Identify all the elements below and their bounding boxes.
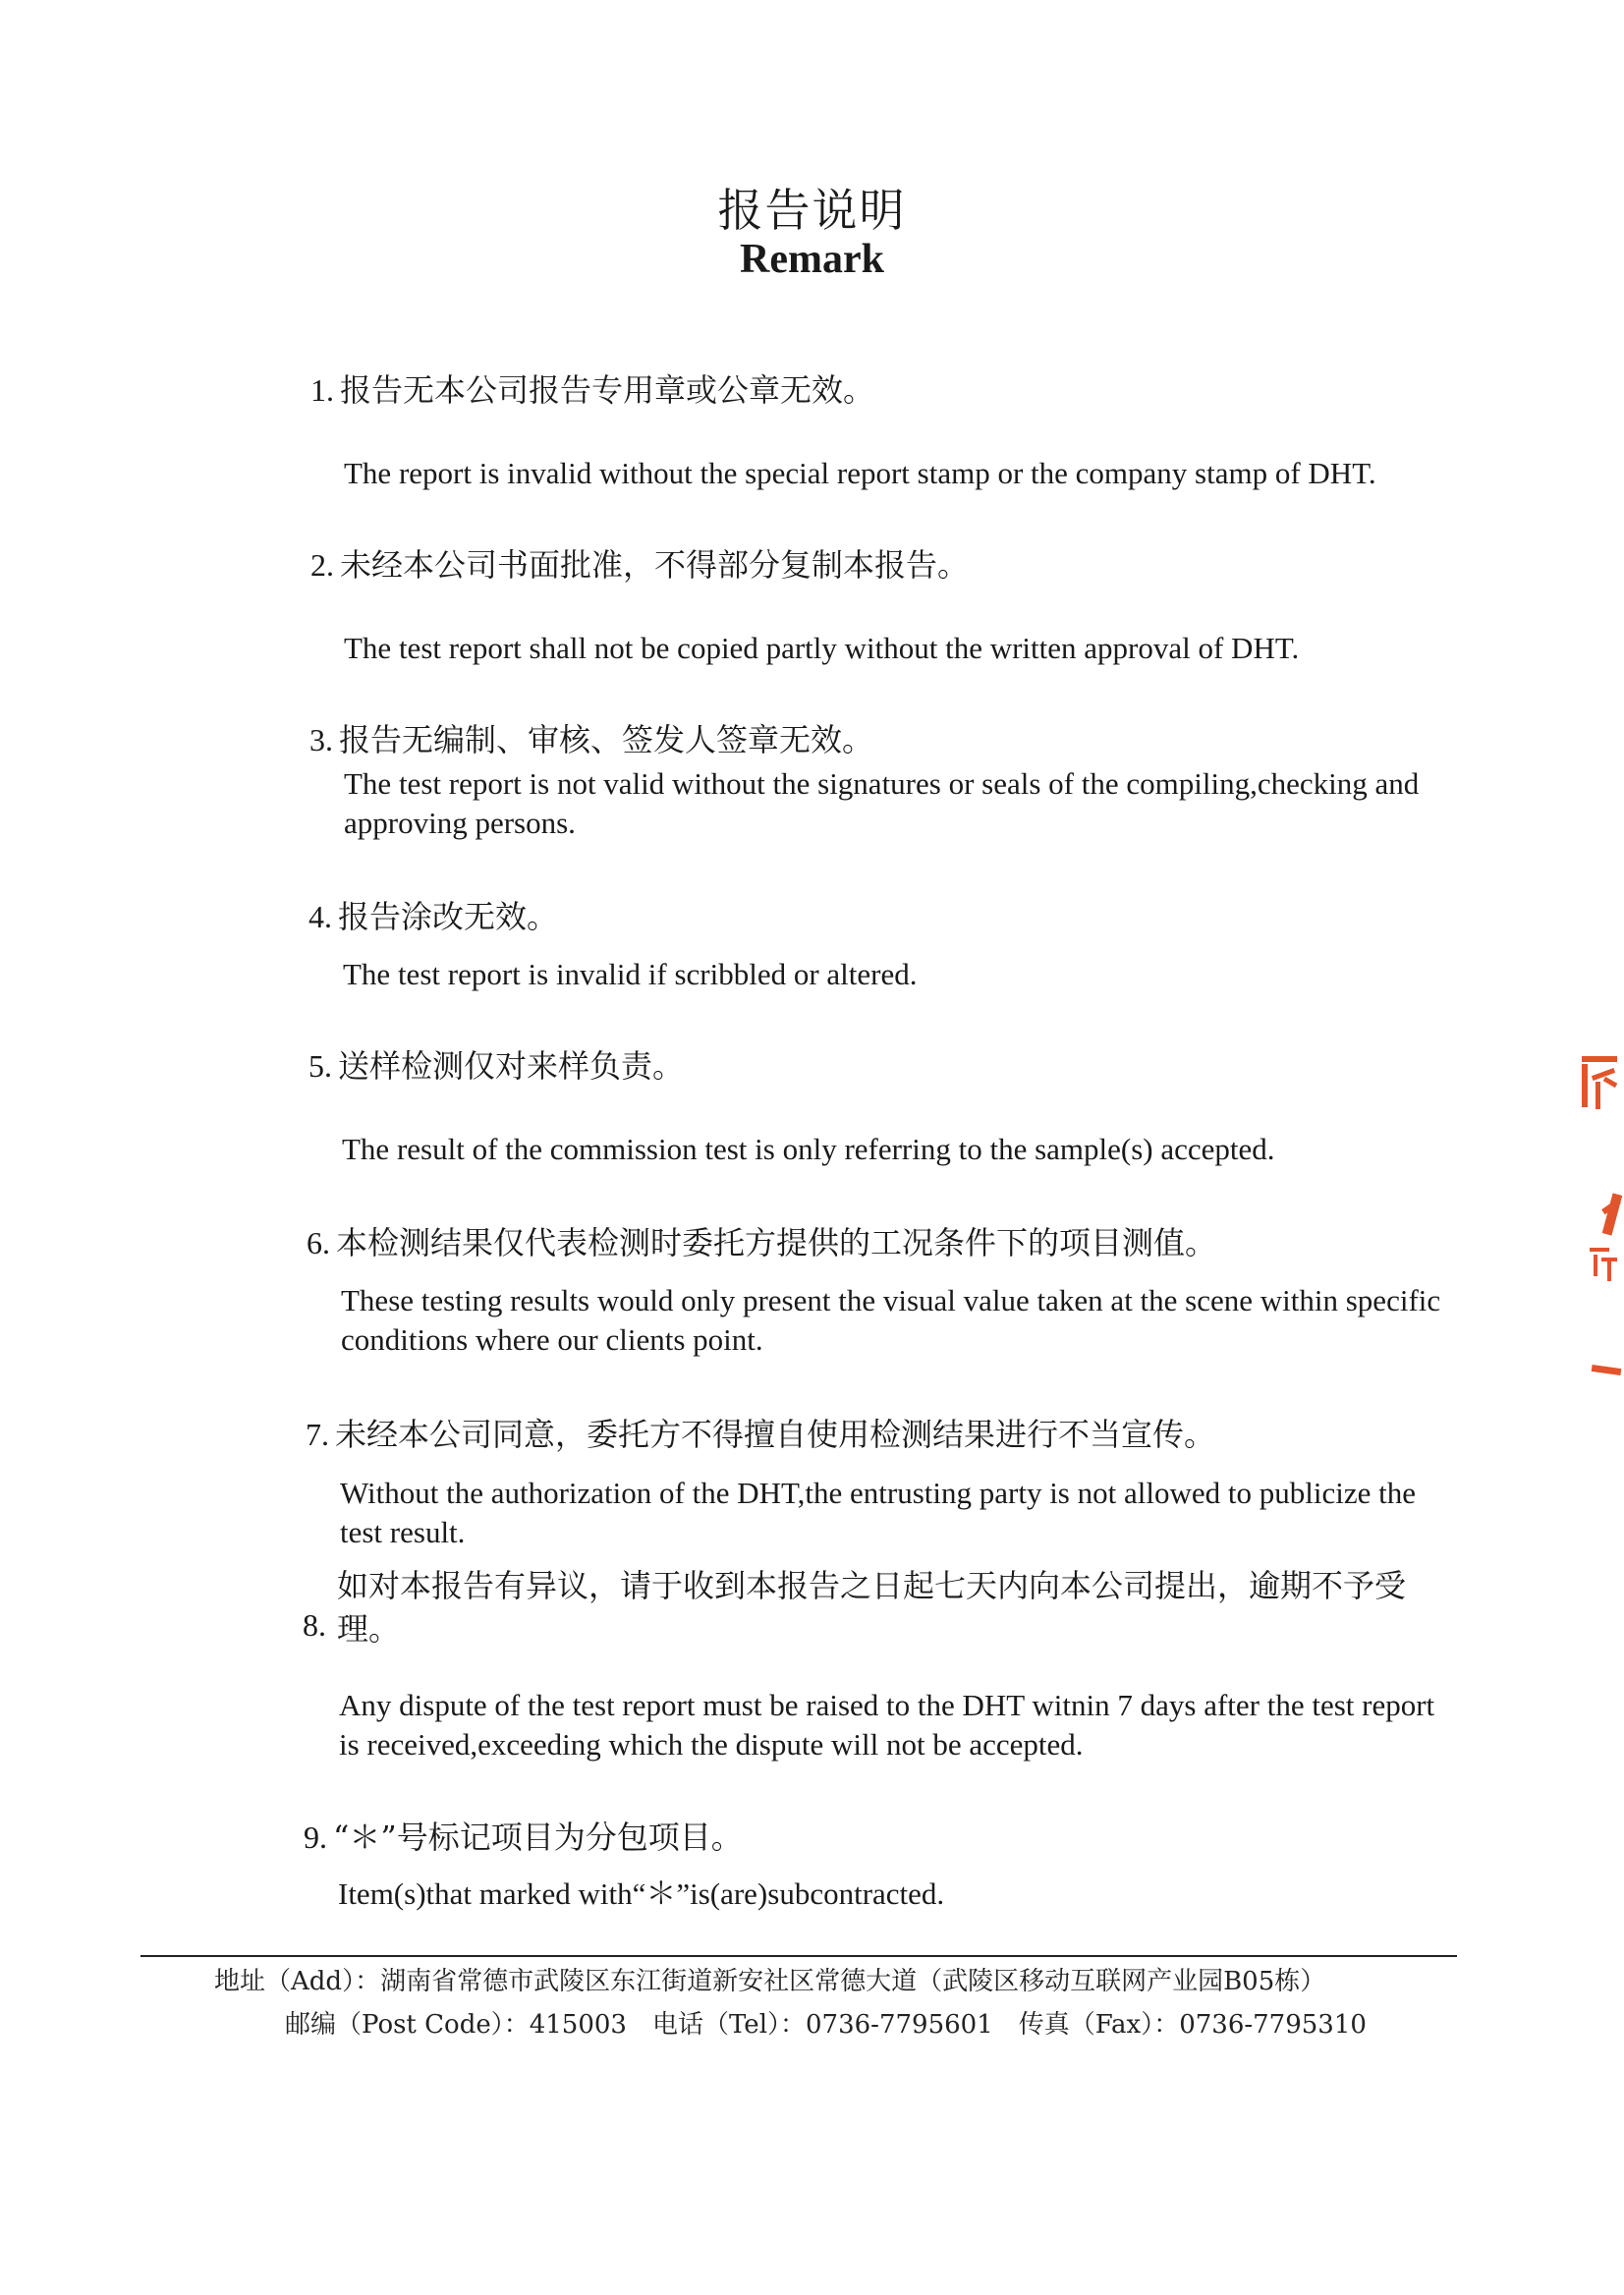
- remark-item-6-cn: [307, 1218, 1216, 1263]
- remark-item-7-cn: [306, 1410, 1215, 1455]
- remark-item-7-en: Without the authorization of the DHT,the entrusting party is not allowed to publicize the test result.: [340, 1476, 1416, 1549]
- remark-item-9-en: Item(s)that marked with“＊”is(are)subcontracted.: [338, 1876, 945, 1911]
- remark-item-6-en: These testing results would only present the visual value taken at the scene within specific conditions where our clients point.: [341, 1283, 1441, 1357]
- remark-item-2-number: 2.: [310, 547, 334, 583]
- remark-item-1-number: 1.: [310, 372, 334, 408]
- remark-item-8-cn: 如对本报告有异议，请于收到本报告之日起七天内向本公司提出，逾期不予受理。: [337, 1567, 1407, 1648]
- remark-item-7-number: 7.: [306, 1417, 329, 1452]
- remark-item-5-cn: [308, 1041, 684, 1087]
- remark-item-2-cn: [310, 540, 969, 586]
- remark-item-3-number: 3.: [309, 722, 333, 757]
- remark-item-1-en: The report is invalid without the special report stamp or the company stamp of DHT.: [344, 456, 1376, 490]
- remark-item-3-cn: [309, 715, 873, 760]
- remark-item-6-cn-text: 本检测结果仅代表检测时委托方提供的工况条件下的项目测值。: [336, 1224, 1217, 1261]
- remark-item-1-cn-text: 报告无本公司报告专用章或公章无效。: [340, 371, 875, 409]
- page-title-en: Remark: [740, 237, 884, 282]
- seal-stamp-fragment: [1572, 1056, 1624, 1380]
- page-title-cn: 报告说明: [717, 184, 907, 237]
- remark-item-3-cn-text: 报告无编制、审核、签发人签章无效。: [339, 721, 874, 758]
- remark-item-9-number: 9.: [304, 1819, 327, 1855]
- remark-item-9-cn-text: “＊”号标记项目为分包项目。: [333, 1819, 743, 1856]
- remark-item-7-cn-text: 未经本公司同意，委托方不得擅自使用检测结果进行不当宣传。: [335, 1416, 1216, 1453]
- remark-item-8-number: 8.: [303, 1607, 326, 1643]
- remark-item-1-cn: [310, 365, 874, 411]
- remark-item-5-en: The result of the commission test is only referring to the sample(s) accepted.: [342, 1132, 1275, 1166]
- remark-item-5-cn-text: 送样检测仅对来样负责。: [338, 1047, 685, 1085]
- remark-item-6-number: 6.: [307, 1225, 330, 1260]
- remark-item-8-en: Any dispute of the test report must be raised to the DHT witnin 7 days after the test report is received,exceeding which the dispute will not be accepted.: [339, 1688, 1435, 1762]
- remark-item-9-cn: [304, 1813, 743, 1858]
- remark-item-5-number: 5.: [308, 1048, 332, 1084]
- remark-item-4-cn-text: 报告涂改无效。: [338, 898, 559, 935]
- footer-contact: 邮编（Post Code）：415003 电话（Tel）：0736-7795601 传真（Fax）：0736-7795310: [285, 2010, 1367, 2040]
- remark-item-4-number: 4.: [308, 899, 332, 934]
- remark-item-2-cn-text: 未经本公司书面批准，不得部分复制本报告。: [340, 546, 970, 584]
- footer-address: 地址（Add）：湖南省常德市武陵区东江街道新安社区常德大道（武陵区移动互联网产业园B05栋）: [214, 1967, 1326, 1996]
- remark-item-3-en: The test report is not valid without the signatures or seals of the compiling,checking and approving persons.: [344, 766, 1420, 840]
- footer-divider: [140, 1955, 1457, 1957]
- remark-item-4-cn: [308, 892, 558, 937]
- remark-item-2-en: The test report shall not be copied partly without the written approval of DHT.: [344, 631, 1300, 665]
- remark-item-4-en: The test report is invalid if scribbled or altered.: [343, 957, 918, 991]
